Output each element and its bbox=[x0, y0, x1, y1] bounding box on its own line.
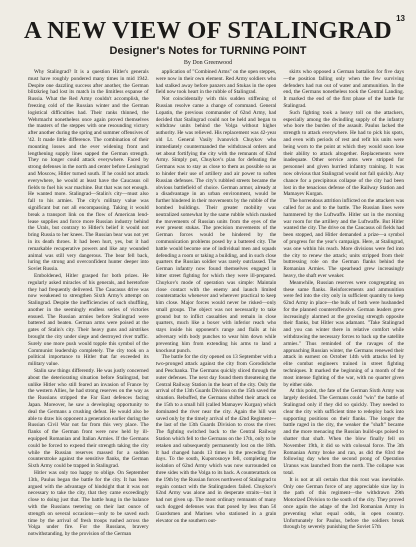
paragraph: It is not at all certain that this rout was inevitable. Only one German force of any appreciable size lay in the path of this regiment—the withdrawn 29th Motorized Division to the south of the city. They proved once again the adage of the 3rd Romanian Army in preventing what equal odds, in open country. Unfortunately for Paulus, before the soldiers break through by severely punishing the Soviet 57th bbox=[283, 476, 405, 531]
article-subtitle: Designer's Notes for TURNING POINT bbox=[109, 45, 307, 57]
article-byline: By Don Greenwood bbox=[183, 60, 233, 66]
paragraph: At this point, the fate of the German Sixth Army was largely decided. The Germans could "win" the battle of Stalingrad only if they did so quickly. They needed to clear the city with sufficient time to redeploy back into supporting positions on their flanks. The longer the battle raged in the city, the weaker the "shaft" became and the more menacing the Russian build-ups poised to shatter that shaft. When the blow finally fell on November 19th, it did so with colossal force. The 3th Romanian Army broke and ran, as did the 83rd the following day when the second prong of Operation Uranus was launched from the north. The collapse was total. bbox=[283, 388, 405, 477]
page-number: 13 bbox=[396, 14, 405, 23]
paragraph: The battle for the city opened on 13 September with a two-pronged attack against the city from Gorodishche and Peschanka. The Germans quickly sliced through the outer defenses. The next day found them threatening the Central Railway Station in the heart of the city. Only the arrival of the 13th Guards Division on the 15th saved the situation. Rebuffed, the Germans shifted their attack on the 15th to a small hill (called Mamayev Kurgan) which dominated the river near the city. Again the hill was saved only by the timely arrival of the 42nd Regiment—the last of the 13th Guards Division to cross the river. The fighting switched back to the Central Railway Station which fell to the Germans on the 17th, only to be retaken and subsequently permanently lost on the 18th. It had changed hands 13 times in the preceding five days. To the south, Kuporosnoye fell, completing the isolation of 62nd Army which was now surrounded on three sides with the Volga to its back. A counterattack on the 19th by the Russian forces northwest of Stalingrad to regain contact with the Stalingraders failed. Chuykov's 62nd Army was alone and in desperate straits—but it had not given up. The most ordinary remnants of many such dogged defenses was that posed by less than 50 Guardsmen and Marines who stationed in a grain elevator on the southern out- bbox=[155, 354, 277, 524]
paragraph: application of "Combined Arms" on the open steppes, were now in their own element. Red Army soldiers who had stalked away before panzers and Stukas in the open field now took heart in the rubble of Stalingrad. bbox=[155, 69, 277, 96]
paragraph: Stalin saw things differently. He was justly concerned about the deteriorating situation before Stalingrad, but unlike Hitler who still feared an invasion of France by the western Allies, he had strong reserves on the way as the Russians stripped the Far East defences facing Japan. Moreover, he saw a developing opportunity to deal the Germans a crushing defeat. He would also be able to draw his opponent a generation earlier during the Russian Civil War not far from this very place. The flanks of the German front were now held by ill-equipped Romanian and Italian Armies. If the Germans could be forced to expend their strength taking the city while the Russian reserves massed for a sudden counterstroke against the sensitive flanks, the German Sixth Army could be trapped in Stalingrad. bbox=[28, 368, 149, 470]
column-1 bbox=[28, 69, 149, 543]
article-title: A NEW VIEW OF STALINGRAD bbox=[24, 17, 392, 44]
paragraph: Hitler was only too happy to oblige. On September 13th, Paulus began the battle for the city. It has been argued with the advantage of hindsight that it was not necessary to take the city, that they came exceedingly close to doing just that. The battle hung in the balance with the Russians teetering on their last ounce of strength on several occasions—only to be saved each time by the arrival of fresh troops rushed across the Volga under fire. For the Russians, bravery notwithstanding, by the provision of the German bbox=[28, 470, 149, 538]
paragraph: skirts who opposed a German battalion for five days—the position falling only when the few surviving defenders had run out of water and ammunition. In the end, the Germans nonetheless took the Central Landing. It marked the end of the first phase of the battle for Stalingrad. bbox=[283, 69, 405, 109]
paragraph: The horrendous attrition inflicted on the attackers was called for as and to the battle. The Russian lines were hammered by the Luftwaffe. Hitler sat in the morning war room for the artillery and the Luftwaffe. But Hitler wanted the city. The drive on the Caucasus oil fields had been stopped, and Hitler demanded a prize—a symbol of progress for the year's campaign. Here, at Stalingrad, was one within his reach. More divisions were fed into the city to renew the attack; units stripped from their buttressing role on the German flanks behind the Romanian Armies. The spearhead grew increasingly heavy, the shaft ever weaker. bbox=[283, 198, 405, 279]
paragraph: Why Stalingrad? It is a question Hitler's generals must have roughly pondered many times in mid 1942. Despite one dazzling success after another, the German blitzkrieg had lost its match in the limitless expanse of Russia. What the Red Army couldn't accomplish, the freezing cold of the Russian winter and the German logistical difficulties had. Their ranks thinned, the Wehrmacht nonetheless once again proved themselves the masters of the steppes with one resounding victory after another during the spring and summer offensives of '42. It made little difference. The combination of their mounting losses and the ever widening front and lengthening supply lines sapped the German strength. They no longer could attack everywhere. Faced by strong defenses in the north and center before Leningrad and Moscow, Hitler turned south. If he could not attack everywhere, he would at least have the Caucasus oil fields to fuel his war machine. But that was not enough. He wanted more. Stalingrad—Stalin's city—must also fall to his armies. The city's military value was significant but not all encompassing. Taking it would break a transport link on the flow of American lend-lease supplies and force more Russian industry behind the Urals, but contrary to Hitler's belief it would not bring Russia to her knees. The Russian bear was not yet in its death throes. It had been hurt, yes, but it had remarkable recuperative powers and like any wounded animal was still very dangerous. The bear fell back, luring the strong and overconfident hunter deeper into Soviet Russia. bbox=[28, 69, 149, 273]
paragraph: Not coincidentally with this sudden stiffening of Russian resolve came a change of command. General Lopatin, the previous commander of 62nd Army, had decided that Stalingrad could not be held and began to withdraw units behind the Volga without higher authority. He was relieved. His replacement was 42-year old Lt. General Vasily Ivanovich Chuykov who immediately countermanded the withdrawal orders and set about fortifying the city with the remnants of 62nd Army. Simply put, Chuykov's plan for defeating the Germans was to stay as close to them as possible so as to hinder their use of artillery and air power to soften Russian defenses. The city's rubbled streets became the obvious battlefield of choice. German armor, already at a disadvantage in an urban environment, would be further hindered in their movements by the rubble of the bombed buildings. Their greater mobility was neutralized somewhat by the same rubble which masked the movements of Russian units from the eyes of the ever present stukas. The precision movements of the German forces would be hindered by the communication problems posed by a battered city. The battle would become one of individual men and squads defending a room or taking a building, and in such close quarters the Russian soldier was rarely outclassed. The German infantry now found themselves engaged in bitter street fighting for which they were ill-prepared. Chuykov's mode of operation was simple: Maintain close contact with the enemy and launch limited counterattacks whenever and wherever practical to keep him close. Major forces would never be risked—only small groups. The object was not necessarily to take ground but to inflict casualties and remain in close quarters, much like a boxer with inferior reach who stays inside his opponent's range and flails at his adversary with body punches to wear him down while preventing him from extending his arms to land a knockout punch. bbox=[155, 96, 277, 354]
paragraph: Meanwhile, Russian reserves were congregating on these same flanks. Reinforcements and ammunition were fed into the city only in sufficient quantity to keep 62nd Army in place—the bulk of both were husbanded for the planned counteroffensive. German leaders grew increasingly alarmed at the growing strength opposite their flanks, but Hitler was adamant. "Take Stalingrad and you can winter there in relative comfort while withdrawing the necessary forces to back up the satellite armies." Thus reminded of the ravages of the approaching Russian winter, the Germans renewed their attack in earnest on October 14th with attacks led by elite combat engineers trained in street fighting techniques. It marked the beginning of a month of the most intense fighting of the war, with no quarter given by either side. bbox=[283, 279, 405, 388]
article-body bbox=[28, 69, 404, 543]
column-2 bbox=[156, 69, 277, 543]
column-3 bbox=[283, 69, 404, 543]
paragraph: Such fighting took a heavy toll on the attackers, especially among the dwindling supply of the infantry who bore the burden of the assault. Paulus lacked the strength to attack everywhere. He had to pick his spots, and even with periods of rest and refit his units were being worn to the point at which they would soon lose their ability to attack altogether. Replacements were inadequate. Other service arms were stripped for personnel and given hurried infantry training. It was now obvious that Stalingrad would not fall quickly. Any chance for a precipitous collapse of the city had been lost in the tenacious defense of the Railway Station and Mamayev Kurgan. bbox=[283, 109, 405, 198]
paragraph: Emboldened, Hitler grasped for both prizes. He regularly asked miracles of his generals, and heretofore they had frequently delivered. The Caucasus drive was now weakened to strengthen Sixth Army's attempt on Stalingrad. Despite the inefficiencies of such shuffling, another in the seemingly endless series of victories ensued. The Russian armies before Stalingrad were battered and beaten. German arms were poised at the gates of Stalin's city. Their heavy guns and airstrikes brought the city under siege and destroyed river traffic. Surely one more push would topple this symbol of the Communist leadership completely. The city took on a political importance to Hitler that far exceeded its military value. bbox=[28, 272, 149, 368]
